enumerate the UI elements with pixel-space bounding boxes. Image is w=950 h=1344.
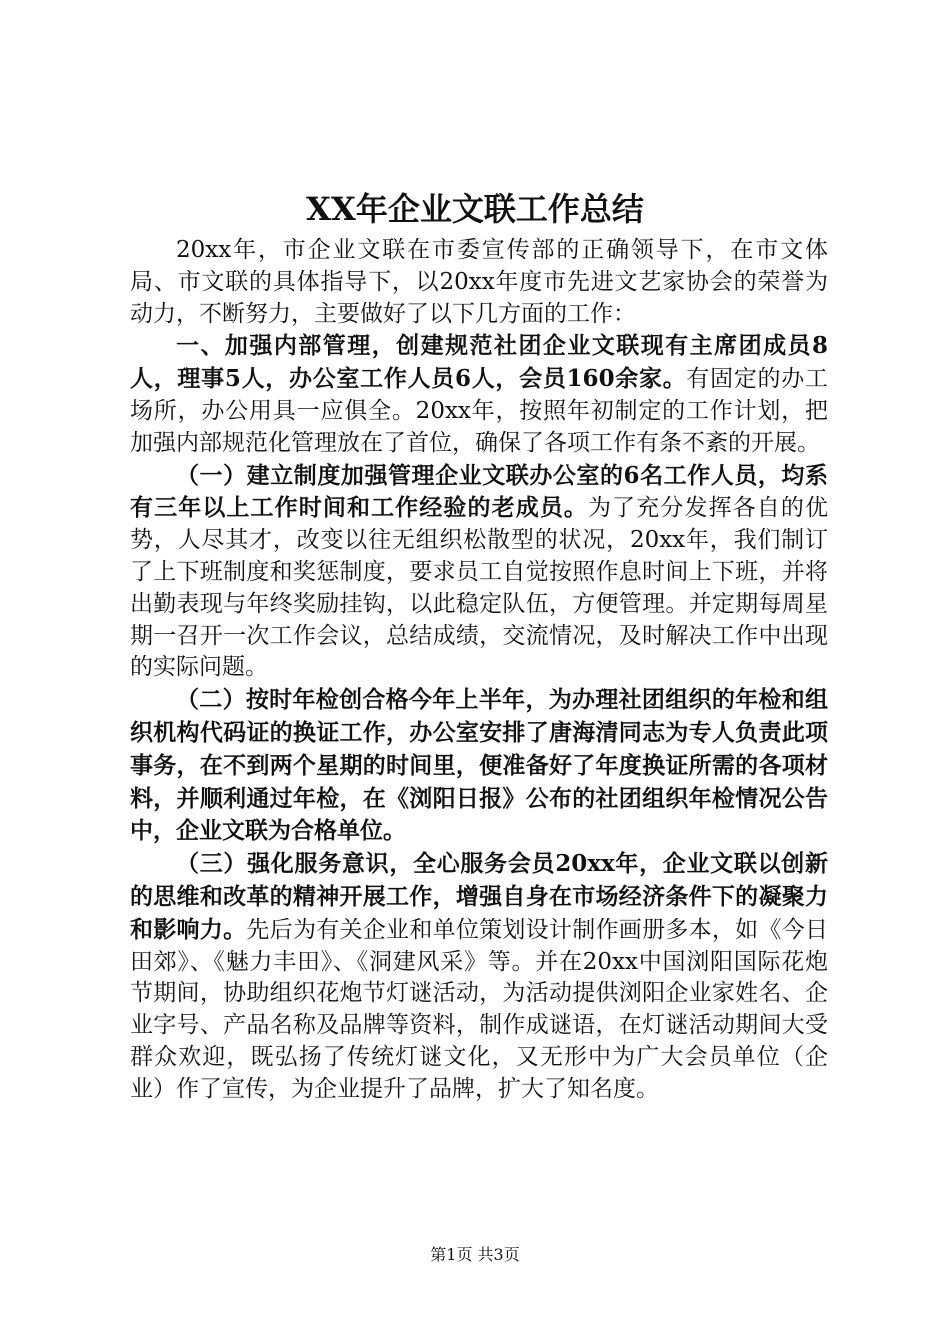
paragraph-lead: （三）强化服务意识，全心服务会员20xx年，企业文联以创新的思维和改革的精神开展工作，增强自身在市场经济条件下的凝聚力和影响力。 xyxy=(130,850,828,943)
page-number-footer: 第1页 共3页 xyxy=(430,1245,520,1264)
paragraph-subsection-3 xyxy=(130,848,828,1105)
paragraph-text: 为了充分发挥各自的优势，人尽其才，改变以往无组织松散型的状况，20xx年，我们制订了上下班制度和奖惩制度，要求员工自觉按照作息时间上下班，并将出勤表现与年终奖励挂钩，以此稳定队伍，方便管理。并定期每周星期一召开一次工作会议，总结成绩，交流情况，及时解决工作中出现的实际问题。 xyxy=(130,495,829,681)
paragraph-text: 20xx年，市企业文联在市委宣传部的正确领导下，在市文体局、市文联的具体指导下，以20xx年度市先进文艺家协会的荣誉为动力，不断努力，主要做好了以下几方面的工作： xyxy=(130,237,828,327)
document-body xyxy=(130,234,828,1106)
paragraph-lead: （二）按时年检创合格今年上半年，为办理社团组织的年检和组织机构代码证的换证工作，办公室安排了唐海清同志为专人负责此项事务，在不到两个星期的时间里，便准备好了年度换证所需的各项材料，并顺利通过年检，在《浏阳日报》公布的社团组织年检情况公告中，企业文联为合格单位。 xyxy=(130,686,828,845)
paragraph-lead: （一）建立制度加强管理企业文联办公室的6名工作人员，均系有三年以上工作时间和工作经验的老成员。 xyxy=(130,461,828,522)
paragraph-subsection-2 xyxy=(130,684,828,848)
paragraph-section-1 xyxy=(130,330,828,459)
document-title: XX年企业文联工作总结 xyxy=(306,190,644,228)
paragraph-subsection-1 xyxy=(130,460,828,685)
paragraph-text: 先后为有关企业和单位策划设计制作画册多本，如《今日田郊》、《魅力丰田》、《洞建风采》等。并在20xx中国浏阳国际花炮节期间，协助组织花炮节灯谜活动，为活动提供浏阳企业家姓名、企业字号、产品名称及品牌等资料，制作成谜语，在灯谜活动期间大受群众欢迎，既弘扬了传统灯谜文化，又无形中为广大会员单位（企业）作了宣传，为企业提升了品牌，扩大了知名度。 xyxy=(130,916,829,1102)
paragraph-intro xyxy=(130,234,828,330)
paragraph-text: 有固定的办工场所，办公用具一应俱全。20xx年，按照年初制定的工作计划，把加强内部规范化管理放在了首位，确保了各项工作有条不紊的开展。 xyxy=(130,366,828,456)
paragraph-lead: 一、加强内部管理，创建规范社团企业文联现有主席团成员8人，理事5人，办公室工作人员6人，会员160余家。 xyxy=(130,332,828,393)
